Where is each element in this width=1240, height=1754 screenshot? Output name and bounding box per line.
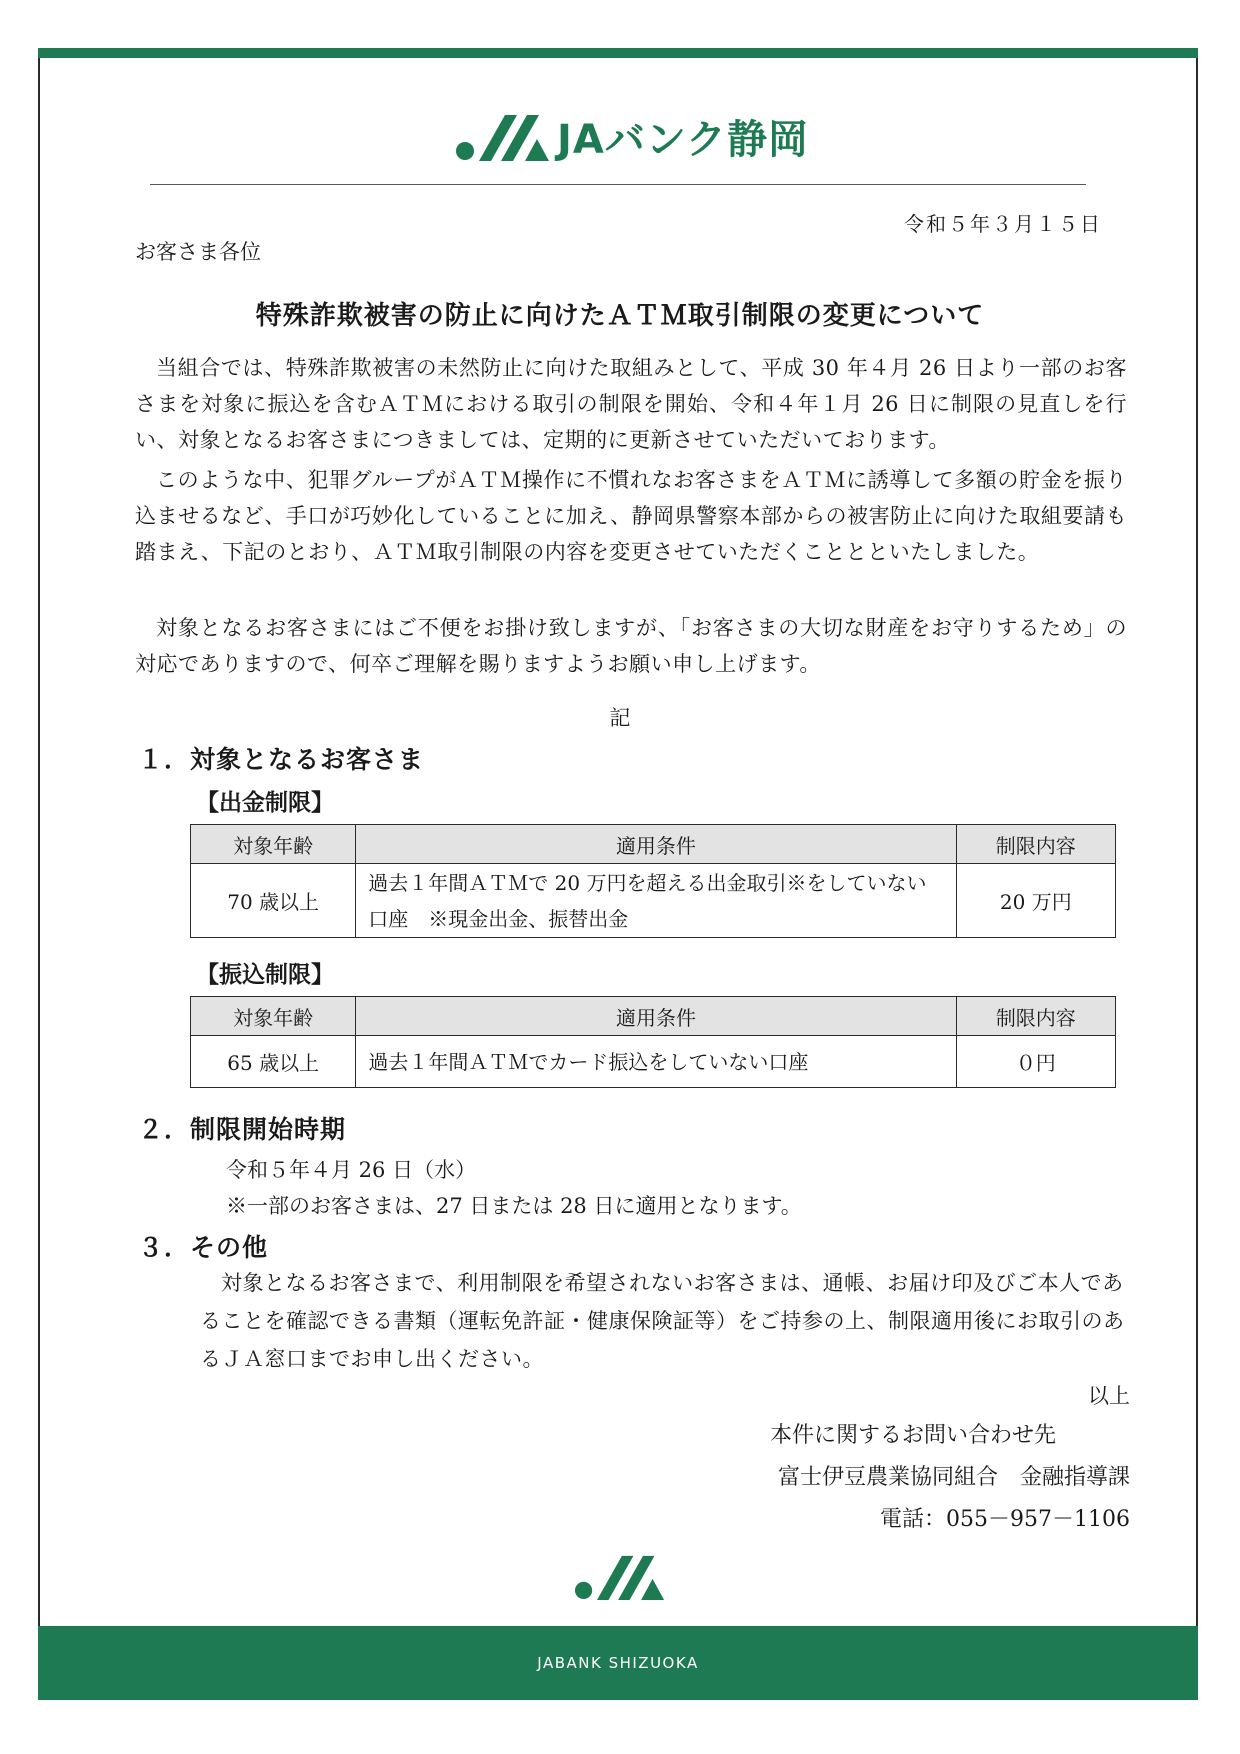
header-divider — [150, 184, 1086, 185]
contact-phone: 電話：055－957－1106 — [880, 1507, 1130, 1532]
header-limit: 制限内容 — [956, 825, 1115, 864]
intro-paragraph-3: 対象となるお客さまにはご不便をお掛け致しますが、「お客さまの大切な財産をお守りするため」の対応でありますので、何卒ご理解を賜りますようお願い申し上げます。 — [135, 616, 1127, 676]
ijo: 以上 — [1088, 1384, 1130, 1408]
header-logo — [455, 108, 809, 165]
ja-footer-logo-icon — [574, 1552, 666, 1602]
issue-date: 令和５年３月１５日 — [904, 212, 1102, 236]
cell-limit: ０円 — [956, 1036, 1115, 1088]
table-header-row — [191, 825, 1116, 864]
cell-age: 65 歳以上 — [191, 1036, 356, 1088]
intro-paragraph-2: このような中、犯罪グループがＡＴＭ操作に不慣れなお客さまをＡＴＭに誘導して多額の貯金を振り込ませるなど、手口が巧妙化していることに加え、静岡県警察本部からの被害防止に向けた取組要請も踏まえ、下記のとおり、ＡＴＭ取引制限の内容を変更させていただくこととといたしました。 — [135, 468, 1127, 564]
footer-bar — [38, 1626, 1198, 1700]
withdrawal-table — [190, 824, 1116, 938]
ja-logo-icon — [455, 111, 551, 163]
ki-heading: 記 — [609, 706, 631, 730]
header-age: 対象年齢 — [191, 825, 356, 864]
footer-text: JABANK SHIZUOKA — [537, 1654, 699, 1672]
addressee: お客さま各位 — [135, 240, 261, 264]
header-condition: 適用条件 — [356, 997, 956, 1036]
start-date-note: ※一部のお客さまは、27 日または 28 日に適用となります。 — [226, 1194, 802, 1218]
section1-heading: １．対象となるお客さま — [138, 745, 425, 774]
withdrawal-heading: 【出金制限】 — [196, 790, 334, 816]
cell-age: 70 歳以上 — [191, 864, 356, 938]
table-row — [191, 864, 1116, 938]
cell-condition: 過去１年間ＡＴＭで 20 万円を超える出金取引※をしていない口座 ※現金出金、振替出金 — [356, 864, 956, 938]
table-header-row — [191, 997, 1116, 1036]
cell-limit: 20 万円 — [956, 864, 1115, 938]
table-row — [191, 1036, 1116, 1088]
header-age: 対象年齢 — [191, 997, 356, 1036]
transfer-heading: 【振込制限】 — [196, 962, 334, 988]
contact-label: 本件に関するお問い合わせ先 — [770, 1423, 1057, 1448]
header-limit: 制限内容 — [956, 997, 1115, 1036]
section3-heading: ３．その他 — [138, 1233, 269, 1262]
page-title: 特殊詐欺被害の防止に向けたＡＴＭ取引制限の変更について — [255, 301, 985, 331]
section2-heading: ２．制限開始時期 — [138, 1115, 347, 1144]
header-condition: 適用条件 — [356, 825, 956, 864]
intro-paragraph-1: 当組合では、特殊詐欺被害の未然防止に向けた取組みとして、平成 30 年４月 26 日より一部のお客さまを対象に振込を含むＡＴＭにおける取引の制限を開始、令和４年１月 26 日に制限の見直しを行い、対象となるお客さまにつきましては、定期的に更新させていただいております。 — [135, 356, 1127, 452]
start-date: 令和５年４月 26 日（水） — [226, 1158, 477, 1182]
transfer-table — [190, 996, 1116, 1088]
contact-organization: 富士伊豆農業協同組合 金融指導課 — [777, 1465, 1130, 1490]
cell-condition: 過去１年間ＡＴＭでカード振込をしていない口座 — [356, 1036, 956, 1088]
top-accent-bar — [38, 48, 1198, 58]
section3-body: 対象となるお客さまで、利用制限を希望されないお客さまは、通帳、お届け印及びご本人であることを確認できる書類（運転免許証・健康保険証等）をご持参の上、制限適用後にお取引のあるＪＡ窓口までお申し出ください。 — [200, 1271, 1125, 1371]
logo-text: JAバンク静岡 — [557, 117, 810, 163]
